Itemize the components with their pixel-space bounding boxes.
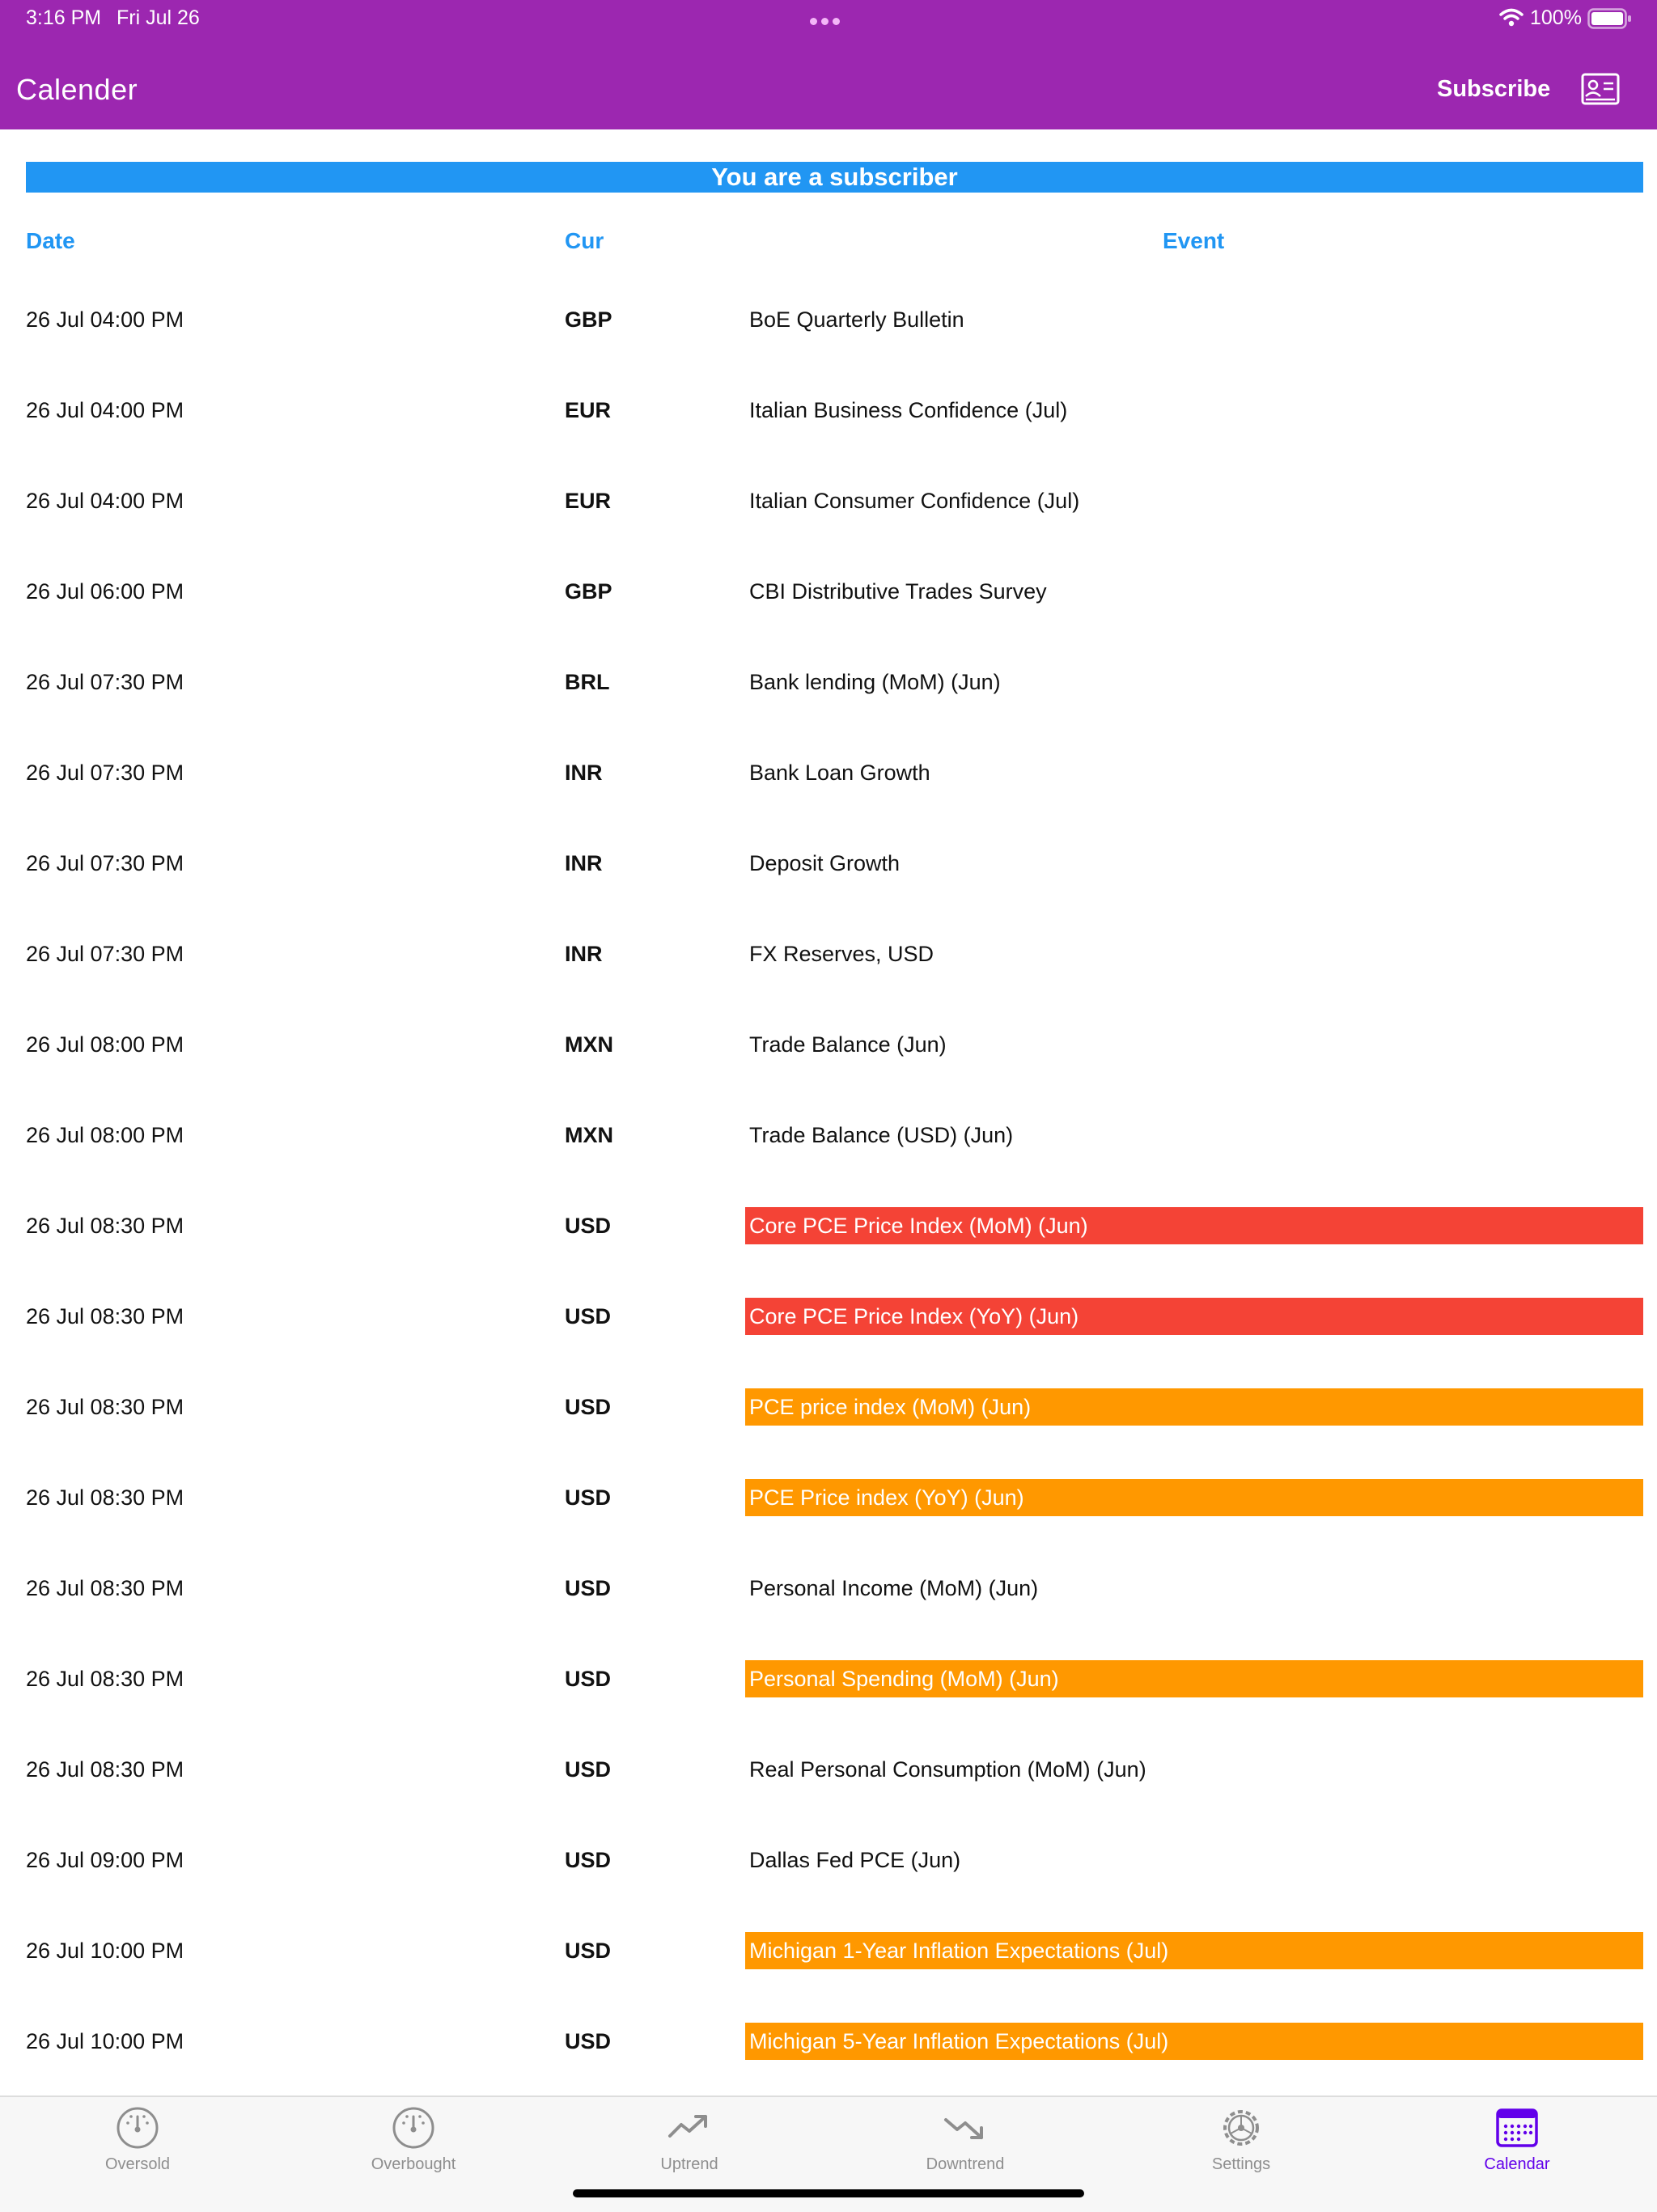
row-event: Dallas Fed PCE (Jun) [749, 1848, 961, 1872]
row-currency: USD [565, 1304, 612, 1328]
tab-settings[interactable] [1160, 2097, 1322, 2178]
row-date: 26 Jul 04:00 PM [26, 307, 184, 332]
row-date: 26 Jul 08:30 PM [26, 1395, 184, 1419]
row-date: 26 Jul 04:00 PM [26, 398, 184, 422]
table-row[interactable] [0, 1117, 1657, 1154]
row-date: 26 Jul 06:00 PM [26, 579, 184, 604]
row-event: Trade Balance (Jun) [749, 1032, 947, 1057]
row-event-cell [745, 1841, 1643, 1879]
row-event-cell [745, 301, 1643, 338]
row-event-cell [745, 1751, 1643, 1788]
row-event: Core PCE Price Index (YoY) (Jun) [749, 1304, 1079, 1328]
table-row[interactable] [0, 1298, 1657, 1335]
row-date: 26 Jul 08:30 PM [26, 1576, 184, 1600]
row-date: 26 Jul 10:00 PM [26, 2029, 184, 2053]
row-date: 26 Jul 08:30 PM [26, 1485, 184, 1510]
table-row[interactable] [0, 301, 1657, 338]
row-currency: BRL [565, 670, 610, 694]
trend-up-icon [667, 2105, 712, 2151]
subscribe-button[interactable]: Subscribe [1437, 76, 1551, 102]
table-row[interactable] [0, 1932, 1657, 1969]
row-event: Core PCE Price Index (MoM) (Jun) [749, 1214, 1088, 1238]
column-header-date[interactable]: Date [26, 228, 75, 253]
row-event: Italian Business Confidence (Jul) [749, 398, 1068, 422]
row-event-cell [745, 754, 1643, 791]
table-row[interactable] [0, 935, 1657, 973]
tab-oversold[interactable] [57, 2097, 218, 2178]
row-currency: USD [565, 1576, 612, 1600]
row-event: BoE Quarterly Bulletin [749, 307, 964, 332]
status-date: Fri Jul 26 [117, 6, 200, 29]
table-row[interactable] [0, 845, 1657, 882]
gauge-icon [391, 2105, 436, 2151]
row-event: Michigan 1-Year Inflation Expectations (Jul) [749, 1939, 1169, 1963]
row-date: 26 Jul 04:00 PM [26, 489, 184, 513]
row-event-cell [745, 1026, 1643, 1063]
row-date: 26 Jul 07:30 PM [26, 761, 184, 785]
table-row[interactable] [0, 663, 1657, 701]
row-event-cell [745, 1479, 1643, 1516]
row-date: 26 Jul 09:00 PM [26, 1848, 184, 1872]
row-event: Real Personal Consumption (MoM) (Jun) [749, 1757, 1146, 1782]
tab-downtrend[interactable] [884, 2097, 1046, 2178]
row-event: Bank lending (MoM) (Jun) [749, 670, 1001, 694]
row-date: 26 Jul 07:30 PM [26, 670, 184, 694]
row-event: Bank Loan Growth [749, 761, 930, 785]
tab-label: Uptrend [660, 2155, 718, 2173]
row-currency: INR [565, 942, 603, 966]
row-event: PCE Price index (YoY) (Jun) [749, 1485, 1024, 1510]
row-date: 26 Jul 08:30 PM [26, 1214, 184, 1238]
row-event-cell [745, 392, 1643, 429]
row-currency: USD [565, 1757, 612, 1782]
table-row[interactable] [0, 1207, 1657, 1244]
tab-overbought[interactable] [333, 2097, 494, 2178]
row-event-cell [745, 1298, 1643, 1335]
tab-label: Overbought [371, 2155, 456, 2173]
row-currency: USD [565, 1848, 612, 1872]
row-event-cell [745, 1570, 1643, 1607]
row-event: Deposit Growth [749, 851, 901, 875]
tab-label: Downtrend [926, 2155, 1005, 2173]
table-row[interactable] [0, 1026, 1657, 1063]
row-event: Trade Balance (USD) (Jun) [749, 1123, 1014, 1147]
table-row[interactable] [0, 1660, 1657, 1697]
row-date: 26 Jul 07:30 PM [26, 851, 184, 875]
row-currency: USD [565, 1485, 612, 1510]
tab-label: Settings [1211, 2155, 1271, 2173]
table-row[interactable] [0, 1751, 1657, 1788]
row-currency: INR [565, 761, 603, 785]
row-currency: INR [565, 851, 603, 875]
home-indicator[interactable] [573, 2189, 1084, 2197]
row-event: FX Reserves, USD [749, 942, 934, 966]
table-row[interactable] [0, 1479, 1657, 1516]
table-row[interactable] [0, 482, 1657, 519]
tab-bar [0, 2095, 1657, 2212]
tab-uptrend[interactable] [608, 2097, 770, 2178]
row-event: CBI Distributive Trades Survey [749, 579, 1047, 604]
row-event-cell [745, 1207, 1643, 1244]
row-currency: EUR [565, 489, 612, 513]
row-date: 26 Jul 07:30 PM [26, 942, 184, 966]
table-row[interactable] [0, 2023, 1657, 2060]
table-row[interactable] [0, 573, 1657, 610]
row-event: Italian Consumer Confidence (Jul) [749, 489, 1080, 513]
gear-icon [1218, 2105, 1264, 2151]
tab-calendar[interactable] [1436, 2097, 1598, 2178]
row-event: Michigan 5-Year Inflation Expectations (Jul) [749, 2029, 1169, 2053]
row-date: 26 Jul 08:30 PM [26, 1304, 184, 1328]
row-date: 26 Jul 08:00 PM [26, 1123, 184, 1147]
row-event-cell [745, 482, 1643, 519]
row-event: Personal Income (MoM) (Jun) [749, 1576, 1039, 1600]
table-row[interactable] [0, 754, 1657, 791]
row-event-cell [745, 1117, 1643, 1154]
row-currency: MXN [565, 1123, 613, 1147]
row-event-cell [745, 1388, 1643, 1426]
row-currency: USD [565, 1939, 612, 1963]
table-row[interactable] [0, 1388, 1657, 1426]
row-event-cell [745, 2023, 1643, 2060]
row-event-cell [745, 1660, 1643, 1697]
row-event-cell [745, 663, 1643, 701]
column-header-event[interactable]: Event [1163, 228, 1225, 253]
row-currency: USD [565, 1214, 612, 1238]
status-time: 3:16 PM [26, 6, 102, 29]
row-currency: GBP [565, 307, 612, 332]
row-event-cell [745, 845, 1643, 882]
row-date: 26 Jul 08:30 PM [26, 1667, 184, 1691]
trend-down-icon [943, 2105, 988, 2151]
row-date: 26 Jul 10:00 PM [26, 1939, 184, 1963]
page-title: Calender [16, 73, 138, 106]
row-currency: USD [565, 2029, 612, 2053]
gauge-icon [115, 2105, 160, 2151]
battery-percent: 100% [1530, 6, 1582, 29]
table-row[interactable] [0, 392, 1657, 429]
calendar-icon [1494, 2105, 1540, 2151]
row-currency: USD [565, 1395, 612, 1419]
row-currency: GBP [565, 579, 612, 604]
row-date: 26 Jul 08:30 PM [26, 1757, 184, 1782]
row-currency: MXN [565, 1032, 613, 1057]
tab-label: Oversold [104, 2155, 171, 2173]
row-event-cell [745, 1932, 1643, 1969]
table-row[interactable] [0, 1570, 1657, 1607]
subscriber-banner: You are a subscriber [26, 162, 1643, 193]
column-header-cur[interactable]: Cur [565, 228, 604, 253]
tab-label: Calendar [1484, 2155, 1550, 2173]
row-currency: USD [565, 1667, 612, 1691]
row-event-cell [745, 935, 1643, 973]
row-event: PCE price index (MoM) (Jun) [749, 1395, 1032, 1419]
table-row[interactable] [0, 1841, 1657, 1879]
row-event-cell [745, 573, 1643, 610]
row-date: 26 Jul 08:00 PM [26, 1032, 184, 1057]
row-event: Personal Spending (MoM) (Jun) [749, 1667, 1059, 1691]
row-currency: EUR [565, 398, 612, 422]
